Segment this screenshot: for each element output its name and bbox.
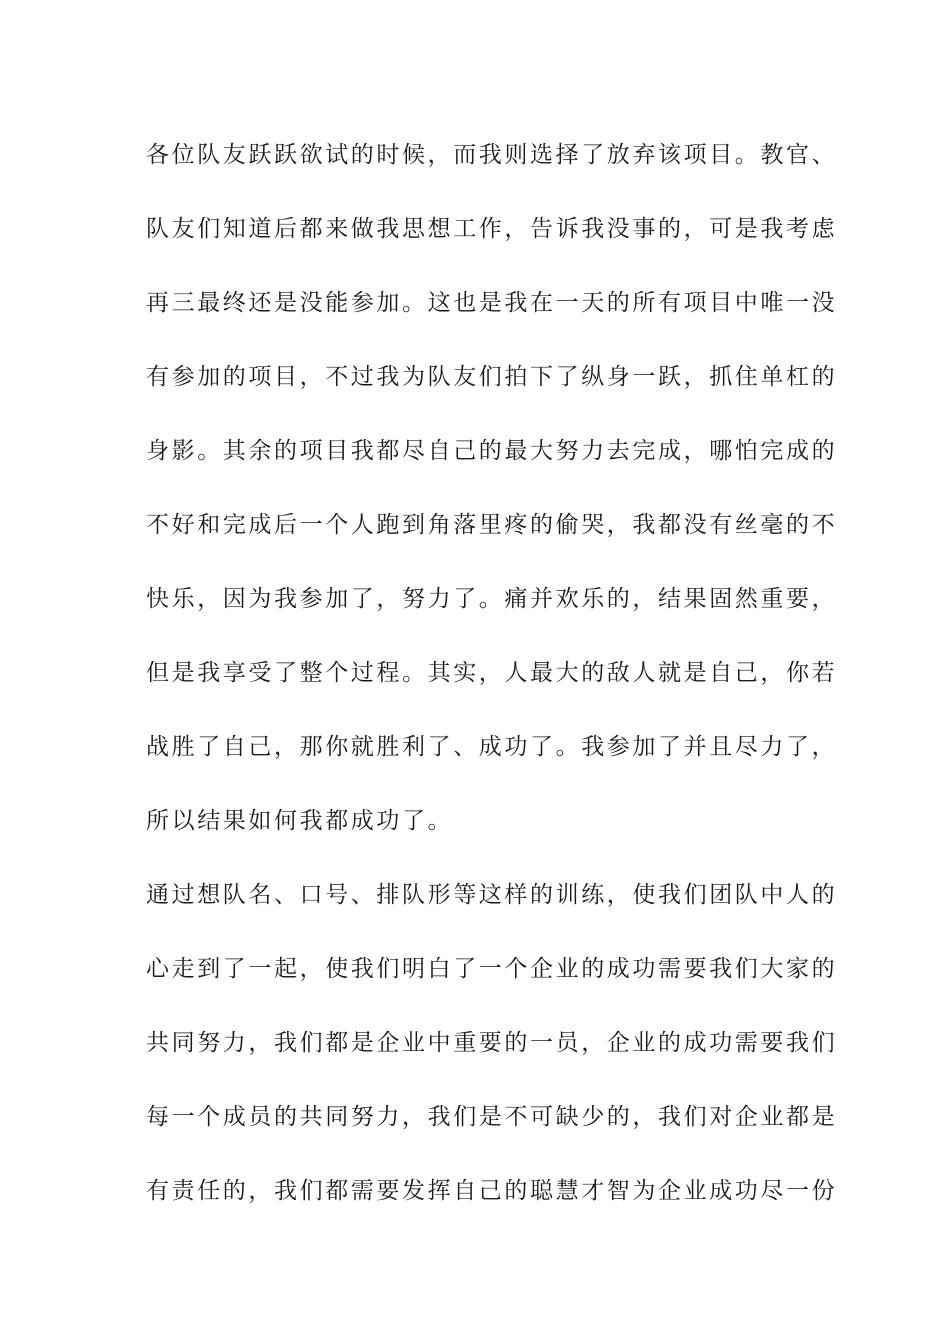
- text-line: 共同努力，我们都是企业中重要的一员，企业的成功需要我们: [146, 1030, 838, 1056]
- text-line: 所以结果如何我都成功了。: [146, 808, 454, 834]
- text-line: 心走到了一起，使我们明白了一个企业的成功需要我们大家的: [146, 956, 838, 982]
- text-line: 不好和完成后一个人跑到角落里疼的偷哭，我都没有丝毫的不: [146, 512, 838, 538]
- text-line: 再三最终还是没能参加。这也是我在一天的所有项目中唯一没: [146, 290, 838, 316]
- text-line: 身影。其余的项目我都尽自己的最大努力去完成，哪怕完成的: [146, 438, 838, 464]
- text-line: 有参加的项目，不过我为队友们拍下了纵身一跃，抓住单杠的: [146, 364, 838, 390]
- text-line: 队友们知道后都来做我思想工作，告诉我没事的，可是我考虑: [146, 216, 838, 242]
- text-line: 战胜了自己，那你就胜利了、成功了。我参加了并且尽力了，: [146, 734, 838, 760]
- text-line: 快乐，因为我参加了，努力了。痛并欢乐的，结果固然重要，: [146, 586, 838, 612]
- text-line: 有责任的，我们都需要发挥自己的聪慧才智为企业成功尽一份: [146, 1178, 838, 1204]
- text-line: 各位队友跃跃欲试的时候，而我则选择了放弃该项目。教官、: [146, 142, 838, 168]
- text-line: 通过想队名、口号、排队形等这样的训练，使我们团队中人的: [146, 882, 838, 908]
- text-line: 但是我享受了整个过程。其实，人最大的敌人就是自己，你若: [146, 660, 838, 686]
- text-line: 每一个成员的共同努力，我们是不可缺少的，我们对企业都是: [146, 1104, 838, 1130]
